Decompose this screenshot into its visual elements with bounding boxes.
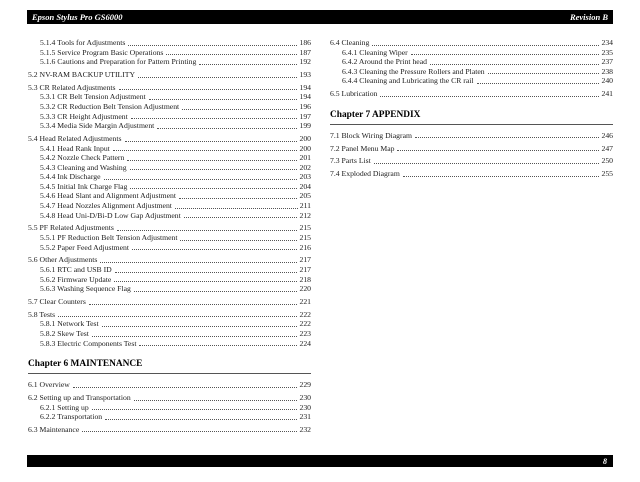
toc-entry [28,57,311,67]
dot-leader [180,240,297,241]
toc-entry-title: 5.1.4 Tools for Adjustments [40,38,126,47]
toc-entry-title: 6.5 Lubrication [330,89,378,99]
toc-entry-page: 231 [299,412,311,422]
toc-entry [330,89,613,99]
toc-entry-title: 5.4.4 Ink Discharge [40,172,101,182]
toc-entry-page: 238 [601,66,613,76]
toc-entry-title: 7.1 Block Wiring Diagram [330,130,412,140]
toc-entry [330,67,613,77]
header-revision-label: Revision B [569,12,608,22]
toc-entry [330,76,613,86]
dot-leader [125,141,298,142]
dot-leader [127,160,297,161]
toc-entry [28,380,311,390]
dot-leader [134,291,298,292]
header-product-title: Epson Stylus Pro GS6000 [32,12,123,22]
toc-entry [28,425,311,435]
toc-entry-title: 6.4.3 Cleaning the Pressure Rollers and Platen [342,66,485,76]
dot-leader [403,176,600,177]
toc-entry-title: 5.3.3 CR Height Adjustment [40,111,128,121]
dot-leader [100,262,297,263]
dot-leader [374,163,600,164]
toc-entry [28,48,311,58]
toc-entry-page: 232 [299,424,311,434]
dot-leader [105,419,297,420]
toc-entry-page: 222 [299,309,311,319]
toc-entry [28,297,311,307]
toc-entry-title: 5.8.3 Electric Components Test [40,338,137,348]
chapter-heading: Chapter 6 MAINTENANCE [28,359,311,374]
toc-entry [28,223,311,233]
toc-entry-title: 5.6.1 RTC and USB ID [40,265,112,274]
toc-entry [28,201,311,211]
toc-entry-title: 5.4.1 Head Rank Input [40,143,110,153]
toc-entry-page: 250 [601,156,613,166]
toc-entry [330,169,613,179]
dot-leader [102,326,298,327]
page-header-bar [27,10,613,24]
toc-entry-page: 237 [601,57,613,67]
dot-leader [89,304,298,305]
toc-entry-page: 235 [601,47,613,57]
toc-entry-page: 205 [299,191,311,201]
toc-entry-title: 5.3.4 Media Side Margin Adjustment [40,121,155,131]
toc-entry-title: 5.7 Clear Counters [28,296,86,306]
toc-entry [28,412,311,422]
toc-entry-title: 6.4 Cleaning [330,38,370,47]
toc-entry [28,70,311,80]
toc-entry-page: 218 [299,274,311,284]
toc-entry-title: 5.6 Other Adjustments [28,255,98,265]
toc-entry-page: 230 [299,402,311,412]
toc-entry [330,156,613,166]
dot-leader [166,54,297,55]
toc-entry-page: 246 [601,130,613,140]
dot-leader [113,150,298,151]
toc-entry-title: 5.6.3 Washing Sequence Flag [40,284,131,294]
toc-entry-page: 199 [299,121,311,131]
toc-entry-page: 197 [299,111,311,121]
toc-entry [28,339,311,349]
toc-entry-title: 7.4 Exploded Diagram [330,169,400,179]
toc-entry-title: 5.2 NV-RAM BACKUP UTILITY [28,69,136,79]
toc-entry-page: 196 [299,101,311,111]
toc-entry-page: 224 [299,338,311,348]
toc-entry [28,403,311,413]
toc-entry [28,191,311,201]
toc-entry [28,319,311,329]
toc-entry [28,163,311,173]
toc-entry-title: 5.5.1 PF Reduction Belt Tension Adjustment [40,233,178,243]
toc-entry-title: 6.4.1 Cleaning Wiper [342,47,408,57]
toc-entry [28,329,311,339]
toc-entry [28,153,311,163]
toc-entry-page: 230 [299,392,311,402]
toc-entry-page: 204 [299,181,311,191]
dot-leader [82,431,297,432]
toc-entry-page: 240 [601,76,613,86]
toc-entry-title: 5.8 Tests [28,309,56,319]
toc-entry-title: 5.8.1 Network Test [40,319,99,329]
dot-leader [119,89,298,90]
dot-leader [139,345,297,346]
toc-entry [28,112,311,122]
toc-entry-page: 247 [601,143,613,153]
toc-entry-page: 187 [299,47,311,57]
toc-entry [330,57,613,67]
toc-entry [330,131,613,141]
toc-column-right [330,38,613,179]
dot-leader [184,217,298,218]
toc-entry [330,38,613,48]
dot-leader [73,387,298,388]
toc-entry-page: 201 [299,153,311,163]
toc-entry-title: 5.4.6 Head Slant and Alignment Adjustment [40,191,177,201]
toc-entry-title: 6.3 Maintenance [28,424,80,434]
footer-page-number: 8 [603,456,607,466]
toc-entry-page: 217 [299,255,311,265]
toc-entry-title: 5.4.8 Head Uni-D/Bi-D Low Gap Adjustment [40,210,181,220]
dot-leader [92,336,298,337]
toc-entry-page: 255 [601,169,613,179]
dot-leader [411,54,600,55]
dot-leader [415,137,600,138]
toc-entry-title: 5.3 CR Related Adjustments [28,82,116,92]
toc-entry [28,172,311,182]
toc-entry-title: 5.3.1 CR Belt Tension Adjustment [40,92,146,102]
dot-leader [430,64,599,65]
toc-entry-title: 6.2.1 Setting up [40,402,89,412]
dot-leader [477,83,600,84]
toc-entry-title: 7.2 Panel Menu Map [330,143,395,153]
dot-leader [149,99,298,100]
page-footer-bar [27,455,613,467]
toc-entry-page: 194 [299,92,311,102]
toc-entry-title: 5.4.5 Initial Ink Charge Flag [40,181,128,191]
toc-entry-title: 6.2.2 Transportation [40,412,103,422]
toc-entry [28,393,311,403]
toc-entry-title: 6.2 Setting up and Transportation [28,392,131,402]
dot-leader [199,64,297,65]
dot-leader [182,109,297,110]
toc-column-left [28,38,311,434]
toc-entry [28,144,311,154]
toc-entry-title: 5.4 Head Related Adjustments [28,133,122,143]
toc-entry-page: 192 [299,57,311,67]
toc-entry [28,275,311,285]
toc-entry [28,284,311,294]
dot-leader [115,272,298,273]
toc-entry-page: 202 [299,162,311,172]
toc-entry-page: 220 [299,284,311,294]
dot-leader [157,128,297,129]
toc-entry-page: 229 [299,380,311,390]
toc-entry-title: 5.8.2 Skew Test [40,328,89,338]
dot-leader [130,188,297,189]
toc-entry-page: 194 [299,82,311,92]
toc-entry-page: 211 [299,201,311,211]
toc-entry-page: 186 [299,38,311,47]
dot-leader [104,179,298,180]
dot-leader [114,281,297,282]
toc-entry [28,102,311,112]
toc-entry [28,211,311,221]
toc-entry-title: 6.4.2 Around the Print head [342,57,427,67]
toc-entry [330,48,613,58]
toc-entry-page: 241 [601,89,613,99]
toc-entry-title: 7.3 Parts List [330,156,371,166]
dot-leader [128,45,297,46]
toc-entry-title: 5.6.2 Firmware Update [40,274,112,284]
dot-leader [131,118,298,119]
dot-leader [130,169,298,170]
toc-entry-title: 5.1.5 Service Program Basic Operations [40,47,164,57]
toc-entry-title: 5.4.2 Nozzle Check Pattern [40,153,125,163]
toc-entry-title: 5.4.3 Cleaning and Washing [40,162,127,172]
toc-entry-page: 222 [299,319,311,329]
toc-entry [330,144,613,154]
toc-entry [28,121,311,131]
toc-entry-page: 200 [299,143,311,153]
toc-entry-page: 234 [601,38,613,47]
toc-entry-page: 217 [299,265,311,274]
dot-leader [488,73,600,74]
toc-entry-title: 6.4.4 Cleaning and Lubricating the CR rail [342,76,474,86]
toc-entry-title: 5.4.7 Head Nozzles Alignment Adjustment [40,201,172,211]
toc-entry-page: 212 [299,210,311,220]
toc-entry [28,255,311,265]
dot-leader [138,77,297,78]
toc-entry-title: 5.5.2 Paper Feed Adjustment [40,242,130,252]
toc-entry [28,83,311,93]
toc-entry-page: 221 [299,296,311,306]
toc-entry-page: 215 [299,233,311,243]
toc-entry [28,243,311,253]
dot-leader [132,249,297,250]
dot-leader [372,45,599,46]
toc-entry [28,233,311,243]
dot-leader [179,198,297,199]
dot-leader [175,208,298,209]
toc-entry-page: 203 [299,172,311,182]
dot-leader [380,96,599,97]
toc-entry-page: 193 [299,69,311,79]
dot-leader [397,150,599,151]
dot-leader [92,409,298,410]
toc-entry-page: 215 [299,223,311,233]
chapter-heading: Chapter 7 APPENDIX [330,110,613,125]
toc-entry-title: 5.3.2 CR Reduction Belt Tension Adjustment [40,101,180,111]
toc-entry [28,134,311,144]
dot-leader [58,316,297,317]
toc-entry-page: 223 [299,328,311,338]
toc-entry [28,310,311,320]
toc-entry-title: 5.5 PF Related Adjustments [28,223,114,233]
toc-entry-page: 200 [299,133,311,143]
toc-entry [28,38,311,48]
dot-leader [117,230,298,231]
toc-entry [28,265,311,275]
dot-leader [134,400,298,401]
toc-entry [28,182,311,192]
toc-entry-page: 216 [299,242,311,252]
toc-entry-title: 5.1.6 Cautions and Preparation for Pattern Printing [40,57,197,67]
toc-entry-title: 6.1 Overview [28,380,70,390]
toc-entry [28,92,311,102]
